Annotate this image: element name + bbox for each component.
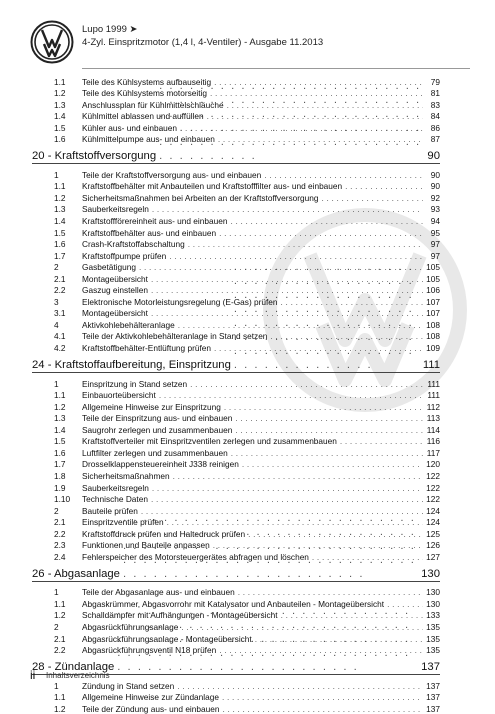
toc-page-number: 95 xyxy=(430,227,440,238)
toc-page-number: 81 xyxy=(430,88,440,99)
toc-leader-dots xyxy=(159,390,423,400)
toc-page-number: 122 xyxy=(426,494,440,505)
toc-entry[interactable] xyxy=(54,493,440,505)
toc-entry-number: 1.7 xyxy=(54,250,66,261)
toc-entry-title: Gasbetätigung xyxy=(82,262,136,273)
toc-entry-title: Einspritzventile prüfen xyxy=(82,517,164,528)
toc-chapter-title: 28 - Zündanlage xyxy=(32,661,115,674)
toc-entry-number: 1.9 xyxy=(54,482,66,493)
toc-entry-title: Elektronische Motorleistungsregelung (E-Gas) prüfen xyxy=(82,296,278,307)
toc-leader-dots xyxy=(224,402,423,412)
toc-entry-number: 1.6 xyxy=(54,239,66,250)
toc-page-number: 126 xyxy=(426,540,440,551)
toc-page-number: 97 xyxy=(430,250,440,261)
toc-entry-number: 2.2 xyxy=(54,285,66,296)
toc-entry-number: 2.4 xyxy=(54,551,66,562)
toc-leader-dots xyxy=(222,704,423,714)
toc-entry-title: Sauberkeitsregeln xyxy=(82,204,149,215)
toc-entry-title: Saugrohr zerlegen und zusammenbauen xyxy=(82,424,233,435)
toc-entry-number: 1 xyxy=(54,378,59,389)
toc-entry-title: Montageübersicht xyxy=(82,273,148,284)
toc-entry-number: 1.4 xyxy=(54,424,66,435)
toc-leader-dots xyxy=(151,494,423,504)
toc-entry[interactable] xyxy=(54,238,440,250)
toc-entry-title: Bauteile prüfen xyxy=(82,505,138,516)
toc-leader-dots xyxy=(152,483,423,493)
toc-entry-number: 1.6 xyxy=(54,134,66,145)
page-header xyxy=(30,20,470,70)
toc-page-number: 130 xyxy=(426,598,440,609)
toc-entry-number: 1.2 xyxy=(54,610,66,621)
toc-page-number: 97 xyxy=(430,239,440,250)
toc-entry-title: Teile der Einspritzung aus- und einbauen xyxy=(82,413,233,424)
toc-page-number: 137 xyxy=(421,661,440,674)
toc-page-number: 87 xyxy=(430,134,440,145)
toc-entry[interactable] xyxy=(54,226,440,238)
toc-leader-dots xyxy=(173,471,423,481)
toc-page-number: 111 xyxy=(427,378,440,389)
toc-entry-title: Teile des Kühlsystems aufbauseitig xyxy=(82,76,212,87)
toc-page-number: 135 xyxy=(426,645,440,656)
toc-page-number: 113 xyxy=(426,413,440,424)
toc-chapter-title: 24 - Kraftstoffaufbereitung, Einspritzung xyxy=(32,359,231,372)
toc-entry[interactable] xyxy=(54,214,440,226)
toc-page-number: 83 xyxy=(430,99,440,110)
toc-entry[interactable] xyxy=(54,469,440,481)
toc-entry-number: 1.3 xyxy=(54,204,66,215)
toc-entry-number: 1.1 xyxy=(54,598,66,609)
toc-page-number: 114 xyxy=(426,424,440,435)
toc-leader-dots xyxy=(117,604,418,674)
toc-chapter[interactable] xyxy=(32,146,440,164)
toc-entry-title: Luftfilter zerlegen und zusammenbauen xyxy=(82,447,228,458)
toc-entry-number: 3.1 xyxy=(54,308,66,319)
toc-entry-title: Kraftstoffverteiler mit Einspritzventilen zerlegen und zusammenbauen xyxy=(82,436,337,447)
toc-entry[interactable] xyxy=(54,191,440,203)
toc-entry-number: 1 xyxy=(54,587,59,598)
toc-entry-number: 1.2 xyxy=(54,401,66,412)
footer-label: Inhaltsverzeichnis xyxy=(46,671,110,680)
toc-entry-title: Sicherheitsmaßnahmen xyxy=(82,470,170,481)
toc-entry-title: Kühler aus- und einbauen xyxy=(82,122,178,133)
header-subtitle: 4-Zyl. Einspritzmotor (1,4 l, 4-Ventiler) - Ausgabe 11.2013 xyxy=(82,36,324,48)
toc-entry-number: 1.4 xyxy=(54,216,66,227)
toc-entry[interactable] xyxy=(54,679,440,691)
toc-entry-title: Gaszug einstellen xyxy=(82,285,148,296)
toc-page-number: 107 xyxy=(426,296,440,307)
toc-entry-title: Technische Daten xyxy=(82,494,148,505)
toc-entry-number: 1.3 xyxy=(54,413,66,424)
toc-page-number: 122 xyxy=(426,482,440,493)
toc-entry-number: 1.1 xyxy=(54,390,66,401)
toc-entry-title: Teile der Abgasanlage aus- und einbauen xyxy=(82,587,235,598)
toc-entry-number: 2 xyxy=(54,621,59,632)
toc-entry-title: Drosselklappensteuereinheit J338 reinigen xyxy=(82,459,239,470)
header-model: Lupo 1999 ➤ xyxy=(82,24,138,35)
toc-chapter-title: 20 - Kraftstoffversorgung xyxy=(32,150,157,163)
toc-page-number: 137 xyxy=(426,680,440,691)
toc-entry-number: 1.1 xyxy=(54,181,66,192)
toc-page-number: 122 xyxy=(426,470,440,481)
toc-page-number: 125 xyxy=(426,528,440,539)
toc-leader-dots xyxy=(231,448,423,458)
toc-page-number: 106 xyxy=(426,285,440,296)
toc-entry[interactable] xyxy=(54,180,440,192)
toc-entry[interactable] xyxy=(54,423,440,435)
toc-entry-number: 1.7 xyxy=(54,459,66,470)
toc-entry-number: 1.2 xyxy=(54,192,66,203)
toc-entry-title: Kraftstoffförereinheit aus- und einbauen xyxy=(82,216,228,227)
toc-entry-title: Teile der Zündung aus- und einbauen xyxy=(82,703,220,714)
toc-entry-title: Funktionen und Bauteile anpassen xyxy=(82,540,210,551)
toc-entry-number: 1.2 xyxy=(54,88,66,99)
header-divider xyxy=(82,68,470,69)
toc-leader-dots xyxy=(190,379,423,389)
toc-entry[interactable] xyxy=(54,377,440,389)
toc-leader-dots xyxy=(242,459,423,469)
toc-entry[interactable] xyxy=(54,691,440,703)
toc-entry-title: Allgemeine Hinweise zur Zündanlage xyxy=(82,692,219,703)
toc-entry-title: Abgasrückführungsventil N18 prüfen xyxy=(82,645,217,656)
toc-page-number: 112 xyxy=(426,401,440,412)
toc-entry-number: 2.1 xyxy=(54,273,66,284)
toc-entry[interactable] xyxy=(54,168,440,180)
toc-entry-title: Zündung in Stand setzen xyxy=(82,680,175,691)
toc-entry[interactable] xyxy=(54,458,440,470)
toc-entry-title: Kraftstoffbehälter-Entlüftung prüfen xyxy=(82,343,211,354)
toc-entry-title: Anschlussplan für Kühlmittelschläuche xyxy=(82,99,224,110)
toc-entry-title: Kraftstoffpumpe prüfen xyxy=(82,250,167,261)
toc-leader-dots xyxy=(177,681,423,691)
toc-page-number: 108 xyxy=(426,319,440,330)
footer-page-number: ii xyxy=(30,668,36,682)
toc-entry-number: 1.5 xyxy=(54,122,66,133)
toc-page-number: 130 xyxy=(426,587,440,598)
toc-entry-number: 1.3 xyxy=(54,99,66,110)
toc-entry[interactable] xyxy=(54,435,440,447)
toc-entry-number: 4.2 xyxy=(54,343,66,354)
toc-entry-title: Abgasrückführungsanlage - Montageübersicht xyxy=(82,633,252,644)
toc-entry-number: 1.1 xyxy=(54,692,66,703)
toc-leader-dots xyxy=(219,228,423,238)
toc-page-number: 124 xyxy=(426,517,440,528)
toc-page-number: 90 xyxy=(427,150,440,163)
toc-entry-title: Teile der Aktivkohlebehälteranlage in Stand setzen xyxy=(82,331,268,342)
toc-page-number: 130 xyxy=(421,567,440,580)
toc-entry-title: Abgasrückführungsanlage xyxy=(82,621,179,632)
toc-leader-dots xyxy=(264,170,423,180)
toc-entry-title: Sicherheitsmaßnahmen bei Arbeiten an der Kraftstoffversorgung xyxy=(82,192,319,203)
toc-page-number: 133 xyxy=(426,610,440,621)
toc-entry-number: 1.1 xyxy=(54,76,66,87)
toc-entry[interactable] xyxy=(54,446,440,458)
toc-page-number: 127 xyxy=(426,551,440,562)
toc-page-number: 108 xyxy=(426,331,440,342)
toc-entry-number: 1 xyxy=(54,169,59,180)
toc-entry-number: 3 xyxy=(54,296,59,307)
toc-entry-title: Aktivkohlebehälteranlage xyxy=(82,319,175,330)
toc-leader-dots xyxy=(222,692,423,702)
toc-entry-number: 1.4 xyxy=(54,111,66,122)
toc-leader-dots xyxy=(235,413,423,423)
toc-entry-number: 2.1 xyxy=(54,517,66,528)
toc-entry-number: 2.2 xyxy=(54,645,66,656)
toc-entry[interactable] xyxy=(54,400,440,412)
toc-entry-number: 1 xyxy=(54,680,59,691)
toc-entry-title: Kraftstoffbehälter aus- und einbauen xyxy=(82,227,217,238)
toc-page-number: 111 xyxy=(422,359,440,372)
toc-page-number: 117 xyxy=(426,447,440,458)
toc-entry-title: Montageübersicht xyxy=(82,308,148,319)
toc-entry-title: Kühlmittel ablassen und auffüllen xyxy=(82,111,204,122)
toc-entry-title: Teile des Kühlsystems motorseitig xyxy=(82,88,207,99)
toc-leader-dots xyxy=(235,425,423,435)
toc-page-number: 135 xyxy=(426,633,440,644)
toc-entry-number: 2 xyxy=(54,262,59,273)
toc-entry-number: 1.10 xyxy=(54,494,71,505)
toc-entry-number: 4.1 xyxy=(54,331,66,342)
toc-entry-title: Schalldämpfer mit Aufhängungen - Montageübersicht xyxy=(82,610,278,621)
toc-entry[interactable] xyxy=(54,249,440,261)
toc-entry-title: Fehlerspeicher des Motorsteuergerätes abfragen und löschen xyxy=(82,551,309,562)
toc-page-number: 84 xyxy=(430,111,440,122)
toc-entry-title: Kraftstoffdruck prüfen und Haltedruck prüfen xyxy=(82,528,246,539)
toc-page-number: 79 xyxy=(430,76,440,87)
toc-page-number: 107 xyxy=(426,308,440,319)
toc-entry-number: 2.2 xyxy=(54,528,66,539)
toc-entry[interactable] xyxy=(54,586,440,598)
toc-leader-dots xyxy=(159,79,423,163)
toc-entry-number: 2.3 xyxy=(54,540,66,551)
toc-entry-number: 2.1 xyxy=(54,633,66,644)
toc-entry-number: 1.5 xyxy=(54,436,66,447)
toc-page-number: 124 xyxy=(426,505,440,516)
toc-page-number: 93 xyxy=(430,204,440,215)
toc-page-number: 92 xyxy=(430,192,440,203)
toc-leader-dots xyxy=(345,181,423,191)
toc-entry-number: 2 xyxy=(54,505,59,516)
toc-entry-number: 1.6 xyxy=(54,447,66,458)
toc-chapter-title: 26 - Abgasanlage xyxy=(32,567,120,580)
toc-entry-title: Teile der Kraftstoffversorgung aus- und einbauen xyxy=(82,169,262,180)
toc-chapter[interactable] xyxy=(32,564,440,582)
toc-leader-dots xyxy=(123,511,418,581)
toc-page-number: 137 xyxy=(426,692,440,703)
toc-page-number: 86 xyxy=(430,122,440,133)
vw-logo-icon xyxy=(30,20,74,64)
toc-page-number: 105 xyxy=(426,273,440,284)
toc-entry[interactable] xyxy=(54,412,440,424)
toc-entry-title: Abgaskrümmer, Abgasvorrohr mit Katalysator und Anbauteilen - Montageübersicht xyxy=(82,598,385,609)
toc-leader-dots xyxy=(152,204,423,214)
toc-page-number: 109 xyxy=(426,343,440,354)
toc-chapter[interactable] xyxy=(32,355,440,373)
toc-entry-number: 1.8 xyxy=(54,470,66,481)
toc-page-number: 105 xyxy=(426,262,440,273)
toc-entry-number: 1.5 xyxy=(54,227,66,238)
toc-entry-title: Kraftstoffbehälter mit Anbauteilen und Kraftstofffilter aus- und einbauen xyxy=(82,181,343,192)
toc-page-number: 135 xyxy=(426,621,440,632)
toc-leader-dots xyxy=(234,260,420,372)
toc-entry-title: Einbauorteübersicht xyxy=(82,390,156,401)
toc-entry-title: Allgemeine Hinweise zur Einspritzung xyxy=(82,401,221,412)
toc-entry-title: Kühlmittelpumpe aus- und einbauen xyxy=(82,134,215,145)
toc-entry[interactable] xyxy=(54,481,440,493)
toc-entry-number: 4 xyxy=(54,319,59,330)
toc-entry-title: Einspritzung in Stand setzen xyxy=(82,378,188,389)
toc-entry-title: Crash-Kraftstoffabschaltung xyxy=(82,239,185,250)
toc-page-number: 90 xyxy=(430,169,440,180)
toc-leader-dots xyxy=(321,193,423,203)
toc-entry-number: 1.2 xyxy=(54,703,66,714)
toc-page-number: 94 xyxy=(430,216,440,227)
toc-page-number: 137 xyxy=(426,703,440,714)
toc-leader-dots xyxy=(340,436,423,446)
toc-page-number: 111 xyxy=(427,390,440,401)
toc-entry[interactable] xyxy=(54,203,440,215)
toc-entry[interactable] xyxy=(54,389,440,401)
toc-entry[interactable] xyxy=(54,702,440,714)
toc-page-number: 90 xyxy=(430,181,440,192)
toc-leader-dots xyxy=(230,216,423,226)
toc-page-number: 116 xyxy=(426,436,440,447)
toc-entry-title: Sauberkeitsregeln xyxy=(82,482,149,493)
toc-page-number: 120 xyxy=(426,459,440,470)
toc-leader-dots xyxy=(238,587,423,597)
toc-leader-dots xyxy=(188,239,423,249)
header-text xyxy=(82,24,323,49)
